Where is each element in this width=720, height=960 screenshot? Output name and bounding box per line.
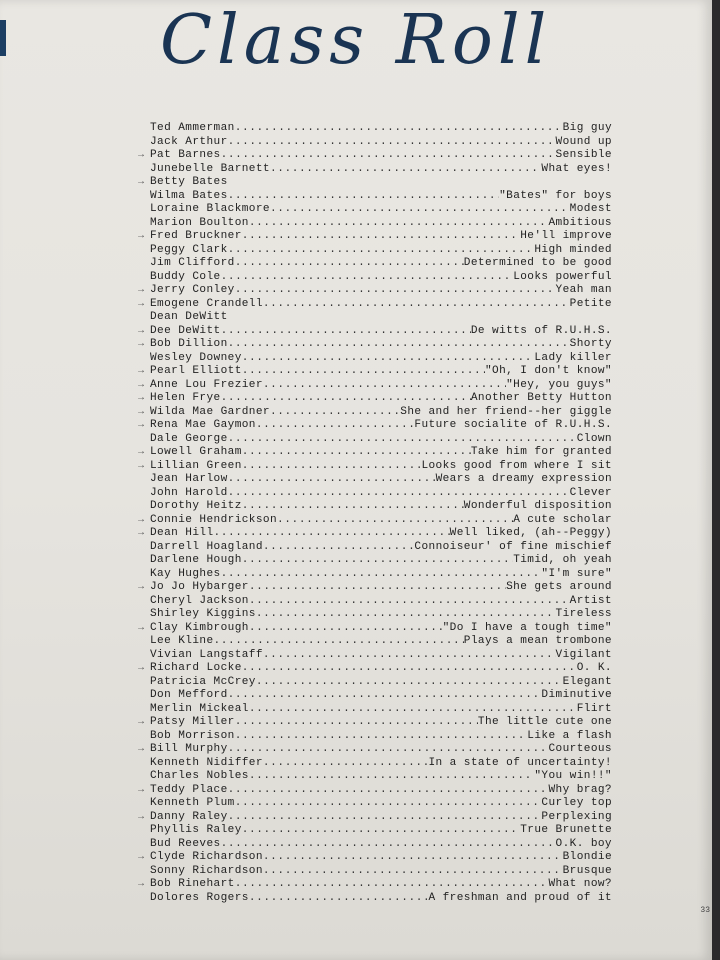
student-name: Marion Boulton: [150, 216, 249, 229]
student-name: Richard Locke: [150, 662, 242, 674]
dot-leader: [235, 797, 542, 811]
student-name: Dean Hill: [150, 527, 214, 539]
student-name: Shirley Kiggins: [150, 608, 256, 620]
student-description: Why brag?: [548, 783, 612, 796]
student-name: Lowell Graham: [150, 446, 242, 458]
roll-entry: [138, 716, 612, 730]
roll-entry: [138, 527, 612, 541]
student-description: De witts of R.U.H.S.: [470, 324, 612, 337]
student-name: Clay Kimbrough: [150, 621, 249, 634]
student-name: Phyllis Raley: [150, 824, 242, 836]
student-description: "Bates" for boys: [499, 189, 612, 202]
dot-leader: [249, 581, 506, 595]
roll-entry: [150, 541, 612, 555]
roll-entry: [150, 649, 612, 663]
dot-leader: [221, 271, 514, 285]
student-description: Perplexing: [541, 810, 612, 823]
roll-entry: [138, 338, 612, 352]
student-description: "You win!!": [534, 770, 612, 782]
student-name: Connie Hendrickson: [150, 513, 278, 526]
check-mark-icon: →: [138, 177, 145, 188]
dot-leader: [228, 743, 549, 757]
dot-leader: [242, 352, 535, 366]
roll-entry: [150, 257, 612, 271]
student-name: Darrell Hoagland: [150, 540, 263, 553]
dot-leader: [221, 392, 471, 406]
dot-leader: [242, 500, 464, 514]
student-name: Kenneth Plum: [150, 797, 235, 809]
student-description: Wound up: [555, 135, 612, 148]
dot-leader: [249, 892, 429, 906]
roll-entry: [150, 676, 612, 690]
student-description: What eyes!: [541, 162, 612, 175]
student-description: Petite: [569, 297, 612, 310]
student-description: She gets around: [506, 581, 612, 593]
check-mark-icon: →: [138, 784, 145, 796]
roll-entry: [150, 311, 612, 325]
dot-leader: [214, 527, 450, 541]
student-description: A freshman and proud of it: [428, 891, 612, 904]
student-name: Bob Rinehart: [150, 878, 235, 890]
roll-entry: [138, 662, 612, 676]
student-description: Wears a dreamy expression: [435, 473, 612, 485]
check-mark-icon: →: [138, 406, 145, 418]
check-mark-icon: →: [138, 582, 145, 593]
roll-entry: [138, 446, 612, 460]
dot-leader: [242, 824, 521, 838]
roll-entry: [150, 203, 612, 217]
dot-leader: [263, 865, 563, 879]
student-description: He'll improve: [520, 230, 612, 242]
dot-leader: [256, 608, 556, 622]
student-name: Emogene Crandell: [150, 297, 263, 310]
check-mark-icon: →: [138, 879, 145, 890]
roll-entry: [138, 365, 612, 379]
student-description: Artist: [569, 594, 612, 607]
dot-leader: [270, 406, 400, 420]
student-name: Danny Raley: [150, 810, 228, 823]
student-name: John Harold: [150, 486, 228, 499]
roll-entry: [150, 770, 612, 784]
dot-leader: [242, 230, 521, 244]
roll-entry: [150, 473, 612, 487]
check-mark-icon: →: [138, 811, 145, 823]
student-description: Another Betty Hutton: [470, 392, 612, 404]
student-description: "I'm sure": [541, 567, 612, 580]
student-name: Buddy Cole: [150, 270, 221, 283]
student-name: Dean DeWitt: [150, 311, 228, 323]
dot-leader: [221, 149, 556, 163]
check-mark-icon: →: [138, 420, 145, 431]
dot-leader: [235, 730, 528, 744]
page-number: 33: [700, 906, 710, 915]
student-name: Charles Nobles: [150, 770, 249, 782]
student-description: Like a flash: [527, 729, 612, 742]
dot-leader: [249, 703, 577, 717]
check-mark-icon: →: [138, 339, 145, 350]
student-description: A cute scholar: [513, 513, 612, 526]
check-mark-icon: →: [138, 325, 145, 337]
student-description: Timid, oh yeah: [513, 554, 612, 566]
student-description: Flirt: [576, 702, 612, 715]
dot-leader: [242, 365, 485, 379]
roll-entry: [138, 378, 612, 393]
student-name: Lee Kline: [150, 635, 214, 647]
dot-leader: [221, 568, 542, 582]
dot-leader: [221, 838, 556, 852]
roll-entry: [138, 419, 612, 433]
dot-leader: [249, 770, 535, 784]
check-mark-icon: →: [138, 717, 145, 728]
dot-leader: [249, 622, 443, 636]
dot-leader: [228, 244, 535, 258]
student-name: Jim Clifford: [150, 257, 235, 269]
roll-entry: [150, 500, 612, 514]
student-name: Loraine Blackmore: [150, 203, 270, 215]
dot-leader: [263, 649, 556, 663]
roll-entry: [150, 433, 612, 447]
dot-leader: [242, 554, 513, 568]
student-name: Don Mefford: [150, 689, 228, 701]
student-description: Shorty: [569, 338, 612, 350]
roll-entry: [150, 595, 612, 609]
roll-entry: [150, 136, 612, 150]
dot-leader: [256, 419, 415, 433]
student-description: Lady killer: [534, 351, 612, 364]
student-description: Clown: [576, 432, 612, 445]
student-name: Sonny Richardson: [150, 864, 263, 877]
roll-entry: [138, 621, 612, 636]
dot-leader: [270, 203, 570, 217]
roll-entry: [138, 230, 612, 244]
dot-leader: [228, 811, 542, 825]
roll-entry: [150, 554, 612, 568]
check-mark-icon: →: [138, 379, 145, 391]
edge-mark: [0, 38, 6, 56]
roll-entry: [150, 689, 612, 703]
student-name: Vivian Langstaff: [150, 648, 263, 661]
dot-leader: [263, 757, 429, 771]
roll-entry: [138, 324, 612, 339]
check-mark-icon: →: [138, 231, 145, 242]
dot-leader: [221, 325, 471, 339]
student-description: Ambitious: [548, 216, 612, 229]
student-description: What now?: [548, 878, 612, 890]
student-description: Future socialite of R.U.H.S.: [414, 419, 612, 431]
student-description: Curley top: [541, 797, 612, 809]
student-name: Junebelle Barnett: [150, 162, 270, 175]
class-roll-list: [138, 122, 612, 905]
student-name: Ted Ammerman: [150, 122, 235, 134]
check-mark-icon: →: [138, 366, 145, 377]
student-description: Looks good from where I sit: [421, 459, 612, 472]
student-description: Elegant: [562, 675, 612, 688]
student-description: Wonderful disposition: [463, 500, 612, 512]
dot-leader: [242, 662, 577, 676]
dot-leader: [242, 460, 422, 474]
dot-leader: [228, 784, 549, 798]
roll-entry: [138, 459, 612, 474]
student-description: Modest: [569, 203, 612, 215]
dot-leader: [235, 122, 563, 136]
roll-entry: [150, 797, 612, 811]
student-name: Jean Harlow: [150, 473, 228, 485]
student-description: Sensible: [555, 149, 612, 161]
check-mark-icon: →: [138, 298, 145, 310]
roll-entry: [150, 217, 612, 231]
dot-leader: [249, 595, 570, 609]
student-name: Patricia McCrey: [150, 675, 256, 688]
dot-leader: [263, 298, 570, 312]
student-description: Determined to be good: [463, 257, 612, 269]
roll-entry: [150, 824, 612, 838]
check-mark-icon: →: [138, 744, 145, 755]
student-name: Bill Murphy: [150, 743, 228, 755]
roll-entry: [138, 743, 612, 757]
dot-leader: [235, 257, 464, 271]
student-description: Tireless: [555, 608, 612, 620]
check-mark-icon: →: [138, 852, 145, 863]
check-mark-icon: →: [138, 150, 145, 161]
check-mark-icon: →: [138, 447, 145, 458]
student-description: Well liked, (ah--Peggy): [449, 527, 612, 539]
check-mark-icon: →: [138, 514, 145, 526]
check-mark-icon: →: [138, 393, 145, 404]
student-name: Jo Jo Hybarger: [150, 581, 249, 593]
student-description: Yeah man: [555, 284, 612, 296]
roll-entry: [150, 838, 612, 852]
student-description: Vigilant: [555, 648, 612, 661]
student-name: Dale George: [150, 432, 228, 445]
student-name: Bob Morrison: [150, 729, 235, 742]
student-name: Jerry Conley: [150, 284, 235, 296]
student-name: Pat Barnes: [150, 149, 221, 161]
student-description: "Do I have a tough time": [442, 621, 612, 634]
dot-leader: [263, 541, 414, 555]
student-name: Lillian Green: [150, 459, 242, 472]
roll-entry: [150, 757, 612, 771]
student-description: True Brunette: [520, 824, 612, 836]
student-name: Wilda Mae Gardner: [150, 405, 270, 418]
roll-entry: [150, 271, 612, 285]
dot-leader: [263, 851, 563, 865]
check-mark-icon: →: [138, 663, 145, 674]
roll-entry: [138, 513, 612, 528]
check-mark-icon: →: [138, 528, 145, 539]
dot-leader: [249, 217, 549, 231]
student-name: Wilma Bates: [150, 189, 228, 202]
roll-entry: [150, 608, 612, 622]
dot-leader: [228, 136, 556, 150]
student-description: "Oh, I don't know": [484, 365, 612, 377]
student-description: Brusque: [562, 864, 612, 877]
dot-leader: [235, 716, 478, 730]
student-name: Jack Arthur: [150, 135, 228, 148]
check-mark-icon: →: [138, 622, 145, 634]
dot-leader: [228, 338, 570, 352]
dot-leader: [263, 379, 506, 393]
student-description: Take him for granted: [470, 446, 612, 458]
roll-entry: [138, 297, 612, 312]
roll-entry: [138, 581, 612, 595]
dot-leader: [228, 689, 542, 703]
student-name: Helen Frye: [150, 392, 221, 404]
dot-leader: [235, 878, 549, 892]
student-name: Anne Lou Frezier: [150, 378, 263, 391]
roll-entry: [150, 892, 612, 906]
student-description: Clever: [569, 486, 612, 499]
dot-leader: [228, 190, 499, 204]
student-name: Dee DeWitt: [150, 324, 221, 337]
student-description: Blondie: [562, 851, 612, 863]
student-name: Pearl Elliott: [150, 365, 242, 377]
student-name: Kenneth Nidiffer: [150, 756, 263, 769]
dot-leader: [214, 635, 464, 649]
roll-entry: [138, 851, 612, 865]
student-description: "Hey, you guys": [506, 378, 612, 391]
student-name: Darlene Hough: [150, 554, 242, 566]
student-name: Rena Mae Gaymon: [150, 419, 256, 431]
roll-entry: [138, 392, 612, 406]
check-mark-icon: →: [138, 460, 145, 472]
dot-leader: [235, 284, 556, 298]
student-name: Kay Hughes: [150, 567, 221, 580]
student-description: Big guy: [562, 122, 612, 134]
student-name: Wesley Downey: [150, 351, 242, 364]
roll-entry: [150, 865, 612, 879]
student-name: Bob Dillion: [150, 338, 228, 350]
roll-entry: [150, 487, 612, 501]
roll-entry: [150, 244, 612, 258]
roll-entry: [150, 190, 612, 204]
student-description: O. K.: [576, 662, 612, 674]
student-name: Betty Bates: [150, 176, 228, 188]
student-name: Dorothy Heitz: [150, 500, 242, 512]
dot-leader: [228, 473, 436, 487]
dot-leader: [242, 446, 471, 460]
student-name: Teddy Place: [150, 783, 228, 796]
roll-entry: [150, 730, 612, 744]
student-name: Cheryl Jackson: [150, 594, 249, 607]
dot-leader: [256, 676, 563, 690]
check-mark-icon: →: [138, 285, 145, 296]
roll-entry: [138, 284, 612, 298]
roll-entry: [138, 783, 612, 798]
student-description: The little cute one: [477, 716, 612, 728]
roll-entry: [138, 878, 612, 892]
student-name: Patsy Miller: [150, 716, 235, 728]
student-name: Dolores Rogers: [150, 891, 249, 904]
roll-entry: [150, 635, 612, 649]
roll-entry: [150, 122, 612, 136]
student-name: Clyde Richardson: [150, 851, 263, 863]
student-description: She and her friend--her giggle: [400, 405, 612, 418]
roll-entry: [150, 568, 612, 582]
student-description: Courteous: [548, 743, 612, 755]
student-description: Diminutive: [541, 689, 612, 701]
student-description: Connoiseur' of fine mischief: [414, 540, 612, 553]
student-name: Peggy Clark: [150, 243, 228, 256]
roll-entry: [150, 163, 612, 177]
student-description: In a state of uncertainty!: [428, 756, 612, 769]
student-name: Merlin Mickeal: [150, 702, 249, 715]
roll-entry: [138, 405, 612, 420]
dot-leader: [228, 487, 570, 501]
student-description: Plays a mean trombone: [463, 635, 612, 647]
student-name: Bud Reeves: [150, 837, 221, 850]
page-title: Class Roll: [160, 1, 552, 80]
student-description: High minded: [534, 243, 612, 256]
roll-entry: [138, 810, 612, 825]
dot-leader: [270, 163, 541, 177]
dot-leader: [277, 514, 513, 528]
roll-entry: [150, 352, 612, 366]
student-name: Fred Bruckner: [150, 230, 242, 242]
edge-mark: [0, 20, 6, 38]
student-description: O.K. boy: [555, 837, 612, 850]
dot-leader: [228, 433, 577, 447]
student-description: Looks powerful: [513, 270, 612, 283]
roll-entry: [138, 176, 612, 190]
roll-entry: [138, 149, 612, 163]
roll-entry: [150, 703, 612, 717]
